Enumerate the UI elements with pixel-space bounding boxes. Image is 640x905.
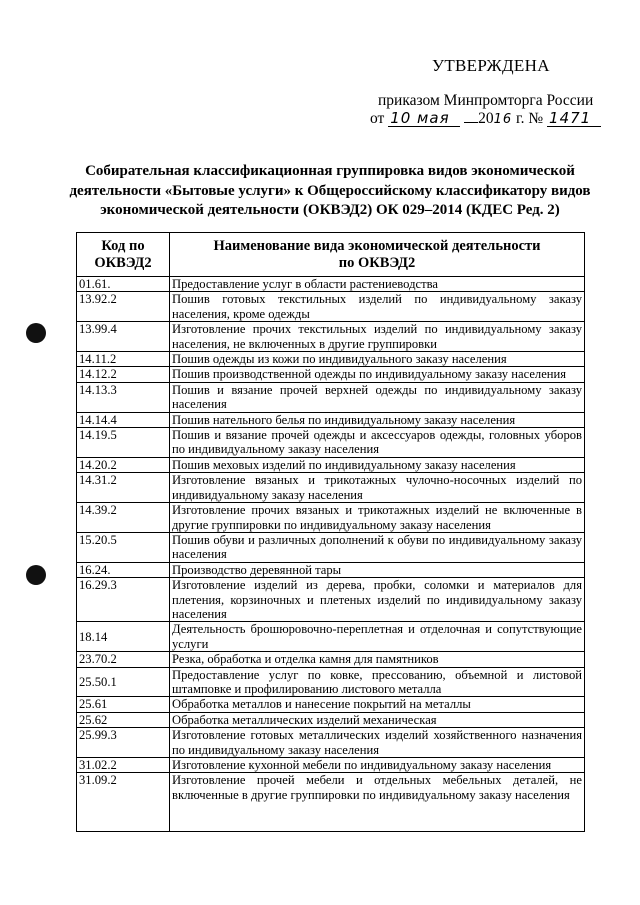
table-row bbox=[77, 578, 585, 622]
row-code: 18.14 bbox=[77, 622, 170, 652]
row-name: Производство деревянной тары bbox=[170, 562, 585, 577]
order-reference: приказом Минпромторга России bbox=[378, 92, 594, 109]
row-code: 13.92.2 bbox=[77, 292, 170, 322]
table-row bbox=[77, 712, 585, 727]
row-code: 14.19.5 bbox=[77, 428, 170, 458]
row-code: 25.50.1 bbox=[77, 667, 170, 697]
order-date-number bbox=[370, 110, 601, 128]
document-title: Собирательная классификационная группировка видов экономической деятельности «Бытовые услуги» к Общероссийскому классификатору видов экономической деятельности (ОКВЭД2) ОК 029–2014 (КДЕС Ред. 2) bbox=[69, 163, 591, 218]
table-row bbox=[77, 532, 585, 562]
table-row bbox=[77, 622, 585, 652]
table-row bbox=[77, 728, 585, 758]
row-name: Предоставление услуг в области растениеводства bbox=[170, 277, 585, 292]
punch-hole-top bbox=[26, 323, 46, 343]
row-code: 23.70.2 bbox=[77, 652, 170, 667]
row-name: Изготовление прочей мебели и отдельных мебельных деталей, не включенные в другие группировки по индивидуальному заказу населения bbox=[170, 773, 585, 832]
order-year-prefix: 20 bbox=[478, 110, 494, 127]
row-name: Пошив готовых текстильных изделий по индивидуальному заказу населения, кроме одежды bbox=[170, 292, 585, 322]
table-row bbox=[77, 382, 585, 412]
table-row bbox=[77, 652, 585, 667]
table-row bbox=[77, 412, 585, 427]
row-code: 14.12.2 bbox=[77, 367, 170, 382]
row-code: 14.31.2 bbox=[77, 473, 170, 503]
table-row bbox=[77, 322, 585, 352]
table-row bbox=[77, 667, 585, 697]
table-row bbox=[77, 277, 585, 292]
row-name: Пошив и вязание прочей одежды и аксессуаров одежды, головных уборов по индивидуальному заказу населения bbox=[170, 428, 585, 458]
name-column-header: Наименование вида экономической деятельности по ОКВЭД2 bbox=[170, 233, 585, 277]
order-number: 1471 bbox=[547, 110, 601, 127]
table-row bbox=[77, 428, 585, 458]
code-column-header: Код по ОКВЭД2 bbox=[77, 233, 170, 277]
row-name: Пошив производственной одежды по индивидуальному заказу населения bbox=[170, 367, 585, 382]
table-row bbox=[77, 697, 585, 712]
row-code: 14.13.3 bbox=[77, 382, 170, 412]
row-name: Изготовление изделий из дерева, пробки, соломки и материалов для плетения, корзиночных и плетеных изделий по индивидуальному заказу населения bbox=[170, 578, 585, 622]
row-code: 14.14.4 bbox=[77, 412, 170, 427]
table-row bbox=[77, 292, 585, 322]
row-name: Пошив и вязание прочей верхней одежды по индивидуальному заказу населения bbox=[170, 382, 585, 412]
table-row bbox=[77, 367, 585, 382]
order-day-month: 10 мая bbox=[388, 110, 460, 127]
row-name: Резка, обработка и отделка камня для памятников bbox=[170, 652, 585, 667]
table-row bbox=[77, 503, 585, 533]
order-from-label: от bbox=[370, 110, 385, 127]
row-name: Предоставление услуг по ковке, прессованию, объемной и листовой штамповке и профилированию листового металла bbox=[170, 667, 585, 697]
row-name: Изготовление прочих вязаных и трикотажных изделий не включенные в другие группировки по индивидуальному заказу населения bbox=[170, 503, 585, 533]
row-name: Обработка металлических изделий механическая bbox=[170, 712, 585, 727]
table-row bbox=[77, 473, 585, 503]
row-name: Пошив одежды из кожи по индивидуального заказу населения bbox=[170, 352, 585, 367]
row-code: 14.11.2 bbox=[77, 352, 170, 367]
row-code: 14.20.2 bbox=[77, 457, 170, 472]
classification-table bbox=[76, 232, 585, 832]
row-name: Изготовление вязаных и трикотажных чулочно-носочных изделий по индивидуальному заказу населения bbox=[170, 473, 585, 503]
punch-hole-bottom bbox=[26, 565, 46, 585]
row-code: 25.99.3 bbox=[77, 728, 170, 758]
table-row bbox=[77, 773, 585, 832]
table-row bbox=[77, 352, 585, 367]
row-code: 13.99.4 bbox=[77, 322, 170, 352]
row-name: Обработка металлов и нанесение покрытий на металлы bbox=[170, 697, 585, 712]
row-name: Изготовление готовых металлических изделий хозяйственного назначения по индивидуальному заказу населения bbox=[170, 728, 585, 758]
row-code: 25.61 bbox=[77, 697, 170, 712]
row-code: 25.62 bbox=[77, 712, 170, 727]
table-row bbox=[77, 457, 585, 472]
row-name: Изготовление кухонной мебели по индивидуальному заказу населения bbox=[170, 758, 585, 773]
table-row bbox=[77, 562, 585, 577]
table-row bbox=[77, 758, 585, 773]
row-name: Пошив меховых изделий по индивидуальному заказу населения bbox=[170, 457, 585, 472]
row-name: Деятельность брошюровочно-переплетная и отделочная и сопутствующие услуги bbox=[170, 622, 585, 652]
order-year-suffix: 16 bbox=[493, 112, 513, 127]
row-name: Пошив нательного белья по индивидуальному заказу населения bbox=[170, 412, 585, 427]
row-name: Пошив обуви и различных дополнений к обуви по индивидуальному заказу населения bbox=[170, 532, 585, 562]
row-code: 15.20.5 bbox=[77, 532, 170, 562]
row-code: 01.61. bbox=[77, 277, 170, 292]
row-code: 31.09.2 bbox=[77, 773, 170, 832]
row-code: 16.29.3 bbox=[77, 578, 170, 622]
table-header-row bbox=[77, 233, 585, 277]
row-code: 31.02.2 bbox=[77, 758, 170, 773]
row-name: Изготовление прочих текстильных изделий по индивидуальному заказу населения, не включенных в другие группировки bbox=[170, 322, 585, 352]
row-code: 16.24. bbox=[77, 562, 170, 577]
approval-heading: УТВЕРЖДЕНА bbox=[432, 56, 550, 75]
order-year-label: г. № bbox=[516, 110, 544, 127]
row-code: 14.39.2 bbox=[77, 503, 170, 533]
